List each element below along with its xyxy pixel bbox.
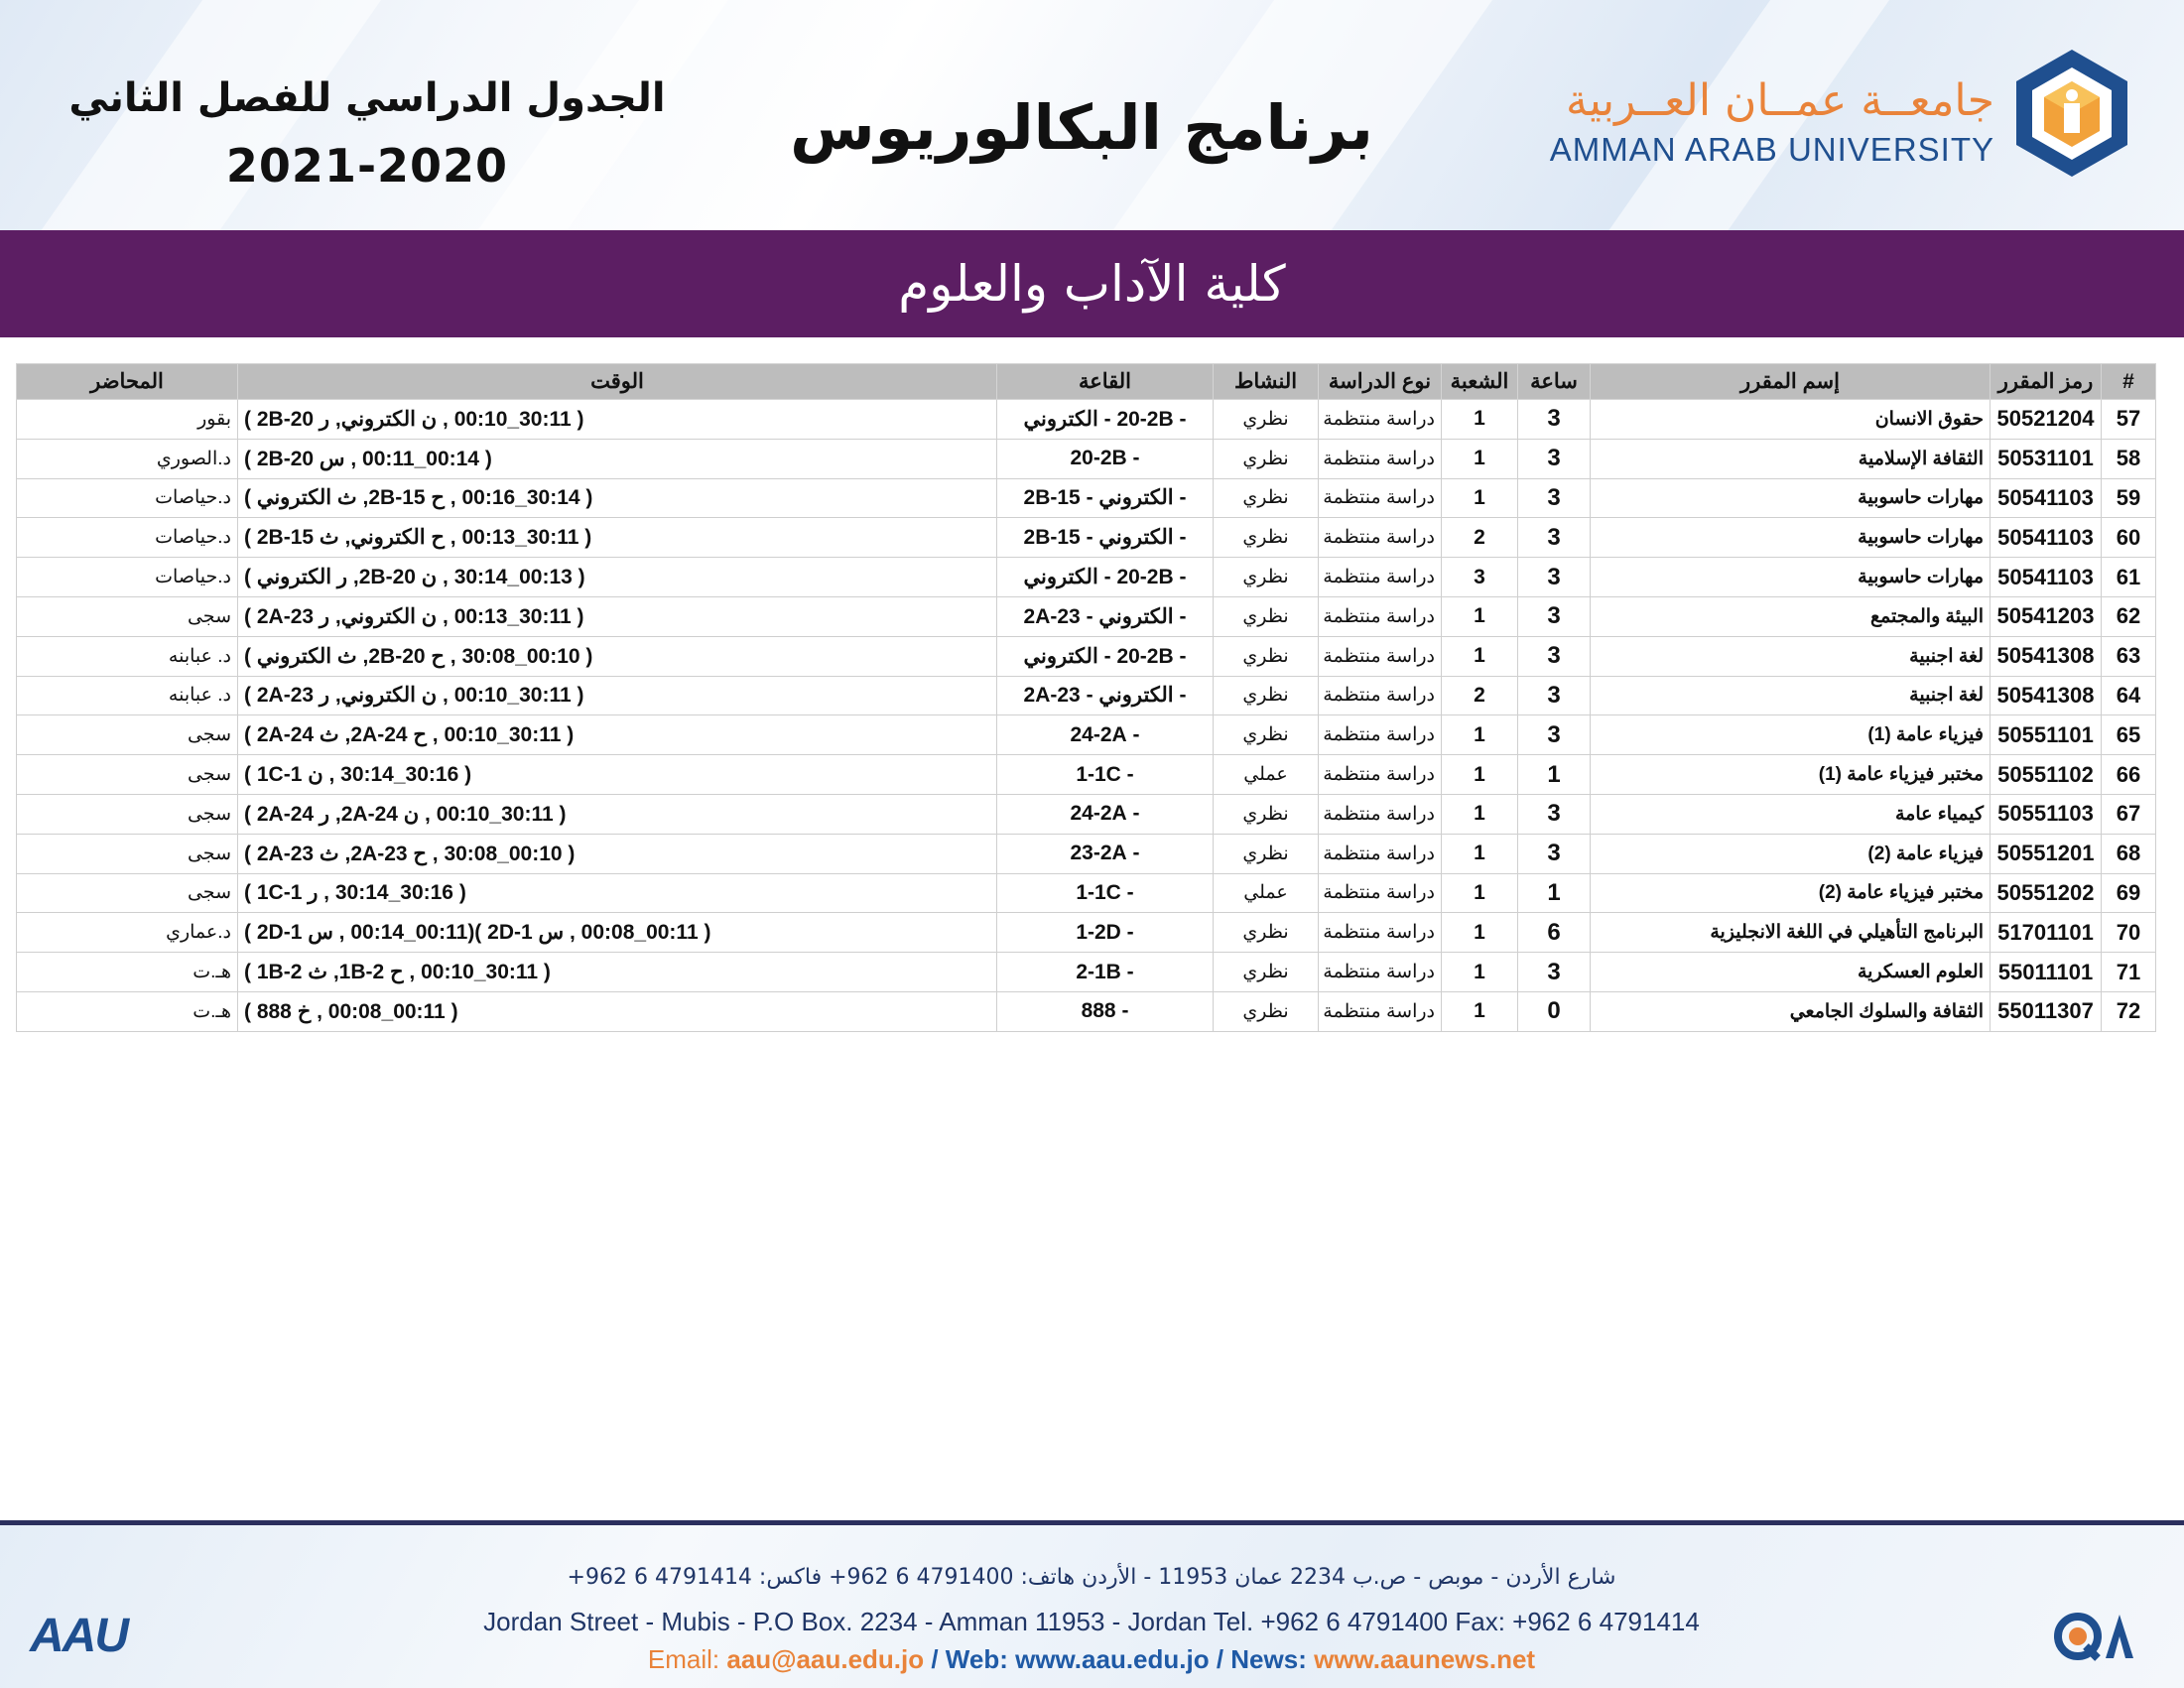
- cell-instructor: د.حياصات: [17, 558, 238, 597]
- cell-section: 1: [1442, 478, 1518, 518]
- cell-activity: نظري: [1214, 991, 1319, 1031]
- university-name-ar: جامعــة عمــان العــربية: [1566, 75, 1994, 126]
- cell-study-type: دراسة منتظمة: [1319, 755, 1442, 795]
- table-row: [17, 439, 2156, 478]
- cell-hours: 3: [1518, 478, 1591, 518]
- table-row: [17, 478, 2156, 518]
- table-row: [17, 873, 2156, 913]
- cell-hours: 3: [1518, 400, 1591, 440]
- page-footer: [0, 1525, 2184, 1688]
- cell-study-type: دراسة منتظمة: [1319, 636, 1442, 676]
- cell-instructor: د. عبابنه: [17, 636, 238, 676]
- header-activity: النشاط: [1214, 364, 1319, 400]
- cell-name: لغة اجنبية: [1591, 636, 1991, 676]
- news-label: / News:: [1209, 1644, 1315, 1674]
- cell-time: ( 00:10_30:08 , ح 23-2A, ث 23-2A ): [238, 834, 997, 873]
- cell-section: 1: [1442, 596, 1518, 636]
- cell-index: 64: [2102, 676, 2156, 715]
- cell-instructor: د.حياصات: [17, 478, 238, 518]
- email-link[interactable]: aau@aau.edu.jo: [726, 1644, 925, 1674]
- cell-instructor: د.حياصات: [17, 518, 238, 558]
- cell-hours: 3: [1518, 558, 1591, 597]
- header-index: #: [2102, 364, 2156, 400]
- cell-study-type: دراسة منتظمة: [1319, 715, 1442, 755]
- cell-name: كيمياء عامة: [1591, 794, 1991, 834]
- cell-name: الثقافة الإسلامية: [1591, 439, 1991, 478]
- cell-code: 50531101: [1991, 439, 2102, 478]
- table-header-row: [17, 364, 2156, 400]
- page-header: [0, 0, 2184, 230]
- cell-instructor: بقور: [17, 400, 238, 440]
- table-row: [17, 676, 2156, 715]
- cell-name: البرنامج التأهيلي في اللغة الانجليزية: [1591, 913, 1991, 953]
- cell-index: 67: [2102, 794, 2156, 834]
- cell-room: - الكتروني - 15-2B: [997, 518, 1214, 558]
- cell-code: 55011307: [1991, 991, 2102, 1031]
- cell-study-type: دراسة منتظمة: [1319, 439, 1442, 478]
- cell-hours: 3: [1518, 715, 1591, 755]
- cell-code: 50521204: [1991, 400, 2102, 440]
- cell-name: حقوق الانسان: [1591, 400, 1991, 440]
- cell-instructor: سجى: [17, 596, 238, 636]
- cell-study-type: دراسة منتظمة: [1319, 596, 1442, 636]
- cell-study-type: دراسة منتظمة: [1319, 518, 1442, 558]
- cell-section: 1: [1442, 991, 1518, 1031]
- cell-hours: 3: [1518, 794, 1591, 834]
- cell-room: - 2-1B: [997, 953, 1214, 992]
- cell-code: 50551101: [1991, 715, 2102, 755]
- cell-index: 58: [2102, 439, 2156, 478]
- cell-activity: نظري: [1214, 953, 1319, 992]
- cell-code: 50541103: [1991, 558, 2102, 597]
- cell-room: - 20-2B - الكتروني: [997, 558, 1214, 597]
- table-row: [17, 400, 2156, 440]
- footer-address-en: Jordan Street - Mubis - P.O Box. 2234 - Amman 11953 - Jordan Tel. +962 6 4791400 Fax: +962 6 4791414: [483, 1607, 1700, 1636]
- cell-study-type: دراسة منتظمة: [1319, 873, 1442, 913]
- cell-index: 62: [2102, 596, 2156, 636]
- aau-logo: AAU: [30, 1610, 127, 1662]
- cell-room: - 24-2A: [997, 715, 1214, 755]
- cell-section: 1: [1442, 755, 1518, 795]
- cell-study-type: دراسة منتظمة: [1319, 400, 1442, 440]
- cell-activity: نظري: [1214, 478, 1319, 518]
- cell-section: 1: [1442, 400, 1518, 440]
- cell-time: ( 30:11_00:10 , ن 24-2A, ر 24-2A ): [238, 794, 997, 834]
- cell-name: البيئة والمجتمع: [1591, 596, 1991, 636]
- cell-activity: نظري: [1214, 636, 1319, 676]
- cell-room: - 20-2B - الكتروني: [997, 400, 1214, 440]
- cell-index: 66: [2102, 755, 2156, 795]
- cell-time: ( 00:11_00:08 , خ 888 ): [238, 991, 997, 1031]
- semester-title: الجدول الدراسي للفصل الثاني: [68, 75, 666, 121]
- cell-activity: نظري: [1214, 439, 1319, 478]
- cell-time: ( 30:14_00:16 , ح 15-2B, ث الكتروني ): [238, 478, 997, 518]
- header-study-type: نوع الدراسة: [1319, 364, 1442, 400]
- cell-time: ( 30:11_00:13 , ح الكتروني, ث 15-2B ): [238, 518, 997, 558]
- cell-time: ( 30:16_30:14 , ن 1-1C ): [238, 755, 997, 795]
- news-link[interactable]: www.aaunews.net: [1314, 1644, 1536, 1674]
- cell-activity: عملي: [1214, 755, 1319, 795]
- university-name-en: AMMAN ARAB UNIVERSITY: [1549, 131, 1994, 168]
- cell-activity: عملي: [1214, 873, 1319, 913]
- cell-hours: 3: [1518, 834, 1591, 873]
- academic-year: 2021-2020: [225, 139, 509, 193]
- cell-index: 57: [2102, 400, 2156, 440]
- cell-name: مهارات حاسوبية: [1591, 518, 1991, 558]
- header-section: الشعبة: [1442, 364, 1518, 400]
- cell-activity: نظري: [1214, 834, 1319, 873]
- cell-name: لغة اجنبية: [1591, 676, 1991, 715]
- cell-name: الثقافة والسلوك الجامعي: [1591, 991, 1991, 1031]
- cell-code: 50551201: [1991, 834, 2102, 873]
- cell-index: 71: [2102, 953, 2156, 992]
- university-logo-icon: [2012, 46, 2131, 181]
- cell-index: 61: [2102, 558, 2156, 597]
- cell-time: ( 00:14_00:11 , س 20-2B ): [238, 439, 997, 478]
- cell-section: 1: [1442, 953, 1518, 992]
- cell-room: - 1-2D: [997, 913, 1214, 953]
- cell-section: 3: [1442, 558, 1518, 597]
- cell-instructor: سجى: [17, 834, 238, 873]
- cell-activity: نظري: [1214, 913, 1319, 953]
- faculty-banner: [0, 230, 2184, 337]
- table-row: [17, 834, 2156, 873]
- cell-hours: 3: [1518, 953, 1591, 992]
- table-row: [17, 913, 2156, 953]
- cell-hours: 0: [1518, 991, 1591, 1031]
- cell-code: 50541308: [1991, 676, 2102, 715]
- header-instructor: المحاضر: [17, 364, 238, 400]
- cell-activity: نظري: [1214, 558, 1319, 597]
- cell-room: - 20-2B - الكتروني: [997, 636, 1214, 676]
- cell-code: 50551202: [1991, 873, 2102, 913]
- cell-study-type: دراسة منتظمة: [1319, 676, 1442, 715]
- cell-room: - 888: [997, 991, 1214, 1031]
- cell-room: - 23-2A: [997, 834, 1214, 873]
- header-hours: ساعة: [1518, 364, 1591, 400]
- web-link[interactable]: www.aau.edu.jo: [1015, 1644, 1210, 1674]
- cell-activity: نظري: [1214, 596, 1319, 636]
- cell-room: - الكتروني - 15-2B: [997, 478, 1214, 518]
- cell-room: - 1-1C: [997, 755, 1214, 795]
- cell-instructor: هـ.ت: [17, 991, 238, 1031]
- cell-hours: 3: [1518, 596, 1591, 636]
- cell-code: 50551103: [1991, 794, 2102, 834]
- header-time: الوقت: [238, 364, 997, 400]
- cell-activity: نظري: [1214, 676, 1319, 715]
- cell-activity: نظري: [1214, 715, 1319, 755]
- table-row: [17, 953, 2156, 992]
- cell-name: فيزياء عامة (1): [1591, 715, 1991, 755]
- cell-study-type: دراسة منتظمة: [1319, 913, 1442, 953]
- cell-name: العلوم العسكرية: [1591, 953, 1991, 992]
- cell-name: مهارات حاسوبية: [1591, 478, 1991, 518]
- cell-code: 51701101: [1991, 913, 2102, 953]
- program-title: برنامج البكالوريوس: [790, 91, 1373, 164]
- faculty-title: كلية الآداب والعلوم: [898, 255, 1286, 313]
- cell-time: ( 00:10_30:08 , ح 20-2B, ث الكتروني ): [238, 636, 997, 676]
- cell-room: - 20-2B: [997, 439, 1214, 478]
- cell-instructor: هـ.ت: [17, 953, 238, 992]
- header-name: إسم المقرر: [1591, 364, 1991, 400]
- cell-hours: 1: [1518, 873, 1591, 913]
- cell-study-type: دراسة منتظمة: [1319, 558, 1442, 597]
- cell-section: 2: [1442, 676, 1518, 715]
- cell-index: 69: [2102, 873, 2156, 913]
- cell-room: - الكتروني - 23-2A: [997, 676, 1214, 715]
- cell-section: 1: [1442, 439, 1518, 478]
- cell-hours: 6: [1518, 913, 1591, 953]
- cell-code: 50541103: [1991, 518, 2102, 558]
- cell-time: ( 30:11_00:10 , ن الكتروني, ر 20-2B ): [238, 400, 997, 440]
- cell-code: 50541203: [1991, 596, 2102, 636]
- cell-activity: نظري: [1214, 400, 1319, 440]
- cell-study-type: دراسة منتظمة: [1319, 478, 1442, 518]
- cell-instructor: د.الصوري: [17, 439, 238, 478]
- cell-activity: نظري: [1214, 518, 1319, 558]
- cell-instructor: سجى: [17, 755, 238, 795]
- cell-time: ( 30:16_30:14 , ر 1-1C ): [238, 873, 997, 913]
- cell-code: 50541308: [1991, 636, 2102, 676]
- cell-index: 72: [2102, 991, 2156, 1031]
- cell-activity: نظري: [1214, 794, 1319, 834]
- cell-hours: 3: [1518, 439, 1591, 478]
- header-code: رمز المقرر: [1991, 364, 2102, 400]
- cell-name: مهارات حاسوبية: [1591, 558, 1991, 597]
- cell-instructor: د.عماري: [17, 913, 238, 953]
- table-row: [17, 518, 2156, 558]
- cell-time: ( 00:13_30:14 , ن 20-2B, ر الكتروني ): [238, 558, 997, 597]
- cell-study-type: دراسة منتظمة: [1319, 991, 1442, 1031]
- email-label: Email:: [647, 1644, 727, 1674]
- cell-section: 1: [1442, 715, 1518, 755]
- cell-code: 55011101: [1991, 953, 2102, 992]
- table-row: [17, 715, 2156, 755]
- cell-time: ( 30:11_00:10 , ح 24-2A, ث 24-2A ): [238, 715, 997, 755]
- cell-room: - 1-1C: [997, 873, 1214, 913]
- cell-index: 59: [2102, 478, 2156, 518]
- cell-section: 2: [1442, 518, 1518, 558]
- cell-study-type: دراسة منتظمة: [1319, 794, 1442, 834]
- cell-code: 50551102: [1991, 755, 2102, 795]
- cell-instructor: د. عبابنه: [17, 676, 238, 715]
- cell-hours: 3: [1518, 518, 1591, 558]
- cell-study-type: دراسة منتظمة: [1319, 834, 1442, 873]
- cell-section: 1: [1442, 873, 1518, 913]
- cell-code: 50541103: [1991, 478, 2102, 518]
- table-row: [17, 755, 2156, 795]
- cell-hours: 1: [1518, 755, 1591, 795]
- cell-name: مختبر فيزياء عامة (2): [1591, 873, 1991, 913]
- web-label: / Web:: [924, 1644, 1016, 1674]
- cell-hours: 3: [1518, 676, 1591, 715]
- cell-room: - الكتروني - 23-2A: [997, 596, 1214, 636]
- course-schedule-table: [16, 363, 2156, 1032]
- cell-index: 65: [2102, 715, 2156, 755]
- cell-instructor: سجى: [17, 794, 238, 834]
- table-row: [17, 991, 2156, 1031]
- cell-index: 60: [2102, 518, 2156, 558]
- cell-section: 1: [1442, 834, 1518, 873]
- cell-time: ( 00:11_00:08 , س 1-2D )(00:14_00:11 , س 1-2D ): [238, 913, 997, 953]
- cell-section: 1: [1442, 794, 1518, 834]
- cell-section: 1: [1442, 913, 1518, 953]
- cell-room: - 24-2A: [997, 794, 1214, 834]
- cell-instructor: سجى: [17, 715, 238, 755]
- cell-name: فيزياء عامة (2): [1591, 834, 1991, 873]
- cell-study-type: دراسة منتظمة: [1319, 953, 1442, 992]
- table-row: [17, 794, 2156, 834]
- cell-time: ( 30:11_00:10 , ح 2-1B, ث 2-1B ): [238, 953, 997, 992]
- table-row: [17, 596, 2156, 636]
- cell-index: 63: [2102, 636, 2156, 676]
- footer-address-ar: شارع الأردن - موبص - ص.ب 2234 عمان 11953 - الأردن هاتف: 4791400 6 962+ فاكس: 4791414 6 962+: [567, 1565, 1616, 1590]
- cell-time: ( 30:11_00:10 , ن الكتروني, ر 23-2A ): [238, 676, 997, 715]
- cell-time: ( 30:11_00:13 , ن الكتروني, ر 23-2A ): [238, 596, 997, 636]
- cell-index: 70: [2102, 913, 2156, 953]
- header-room: القاعة: [997, 364, 1214, 400]
- footer-contact: [298, 1644, 1885, 1675]
- cell-index: 68: [2102, 834, 2156, 873]
- table-row: [17, 558, 2156, 597]
- cell-hours: 3: [1518, 636, 1591, 676]
- cell-name: مختبر فيزياء عامة (1): [1591, 755, 1991, 795]
- table-row: [17, 636, 2156, 676]
- cell-instructor: سجى: [17, 873, 238, 913]
- qa-logo-icon: [2054, 1607, 2143, 1666]
- cell-section: 1: [1442, 636, 1518, 676]
